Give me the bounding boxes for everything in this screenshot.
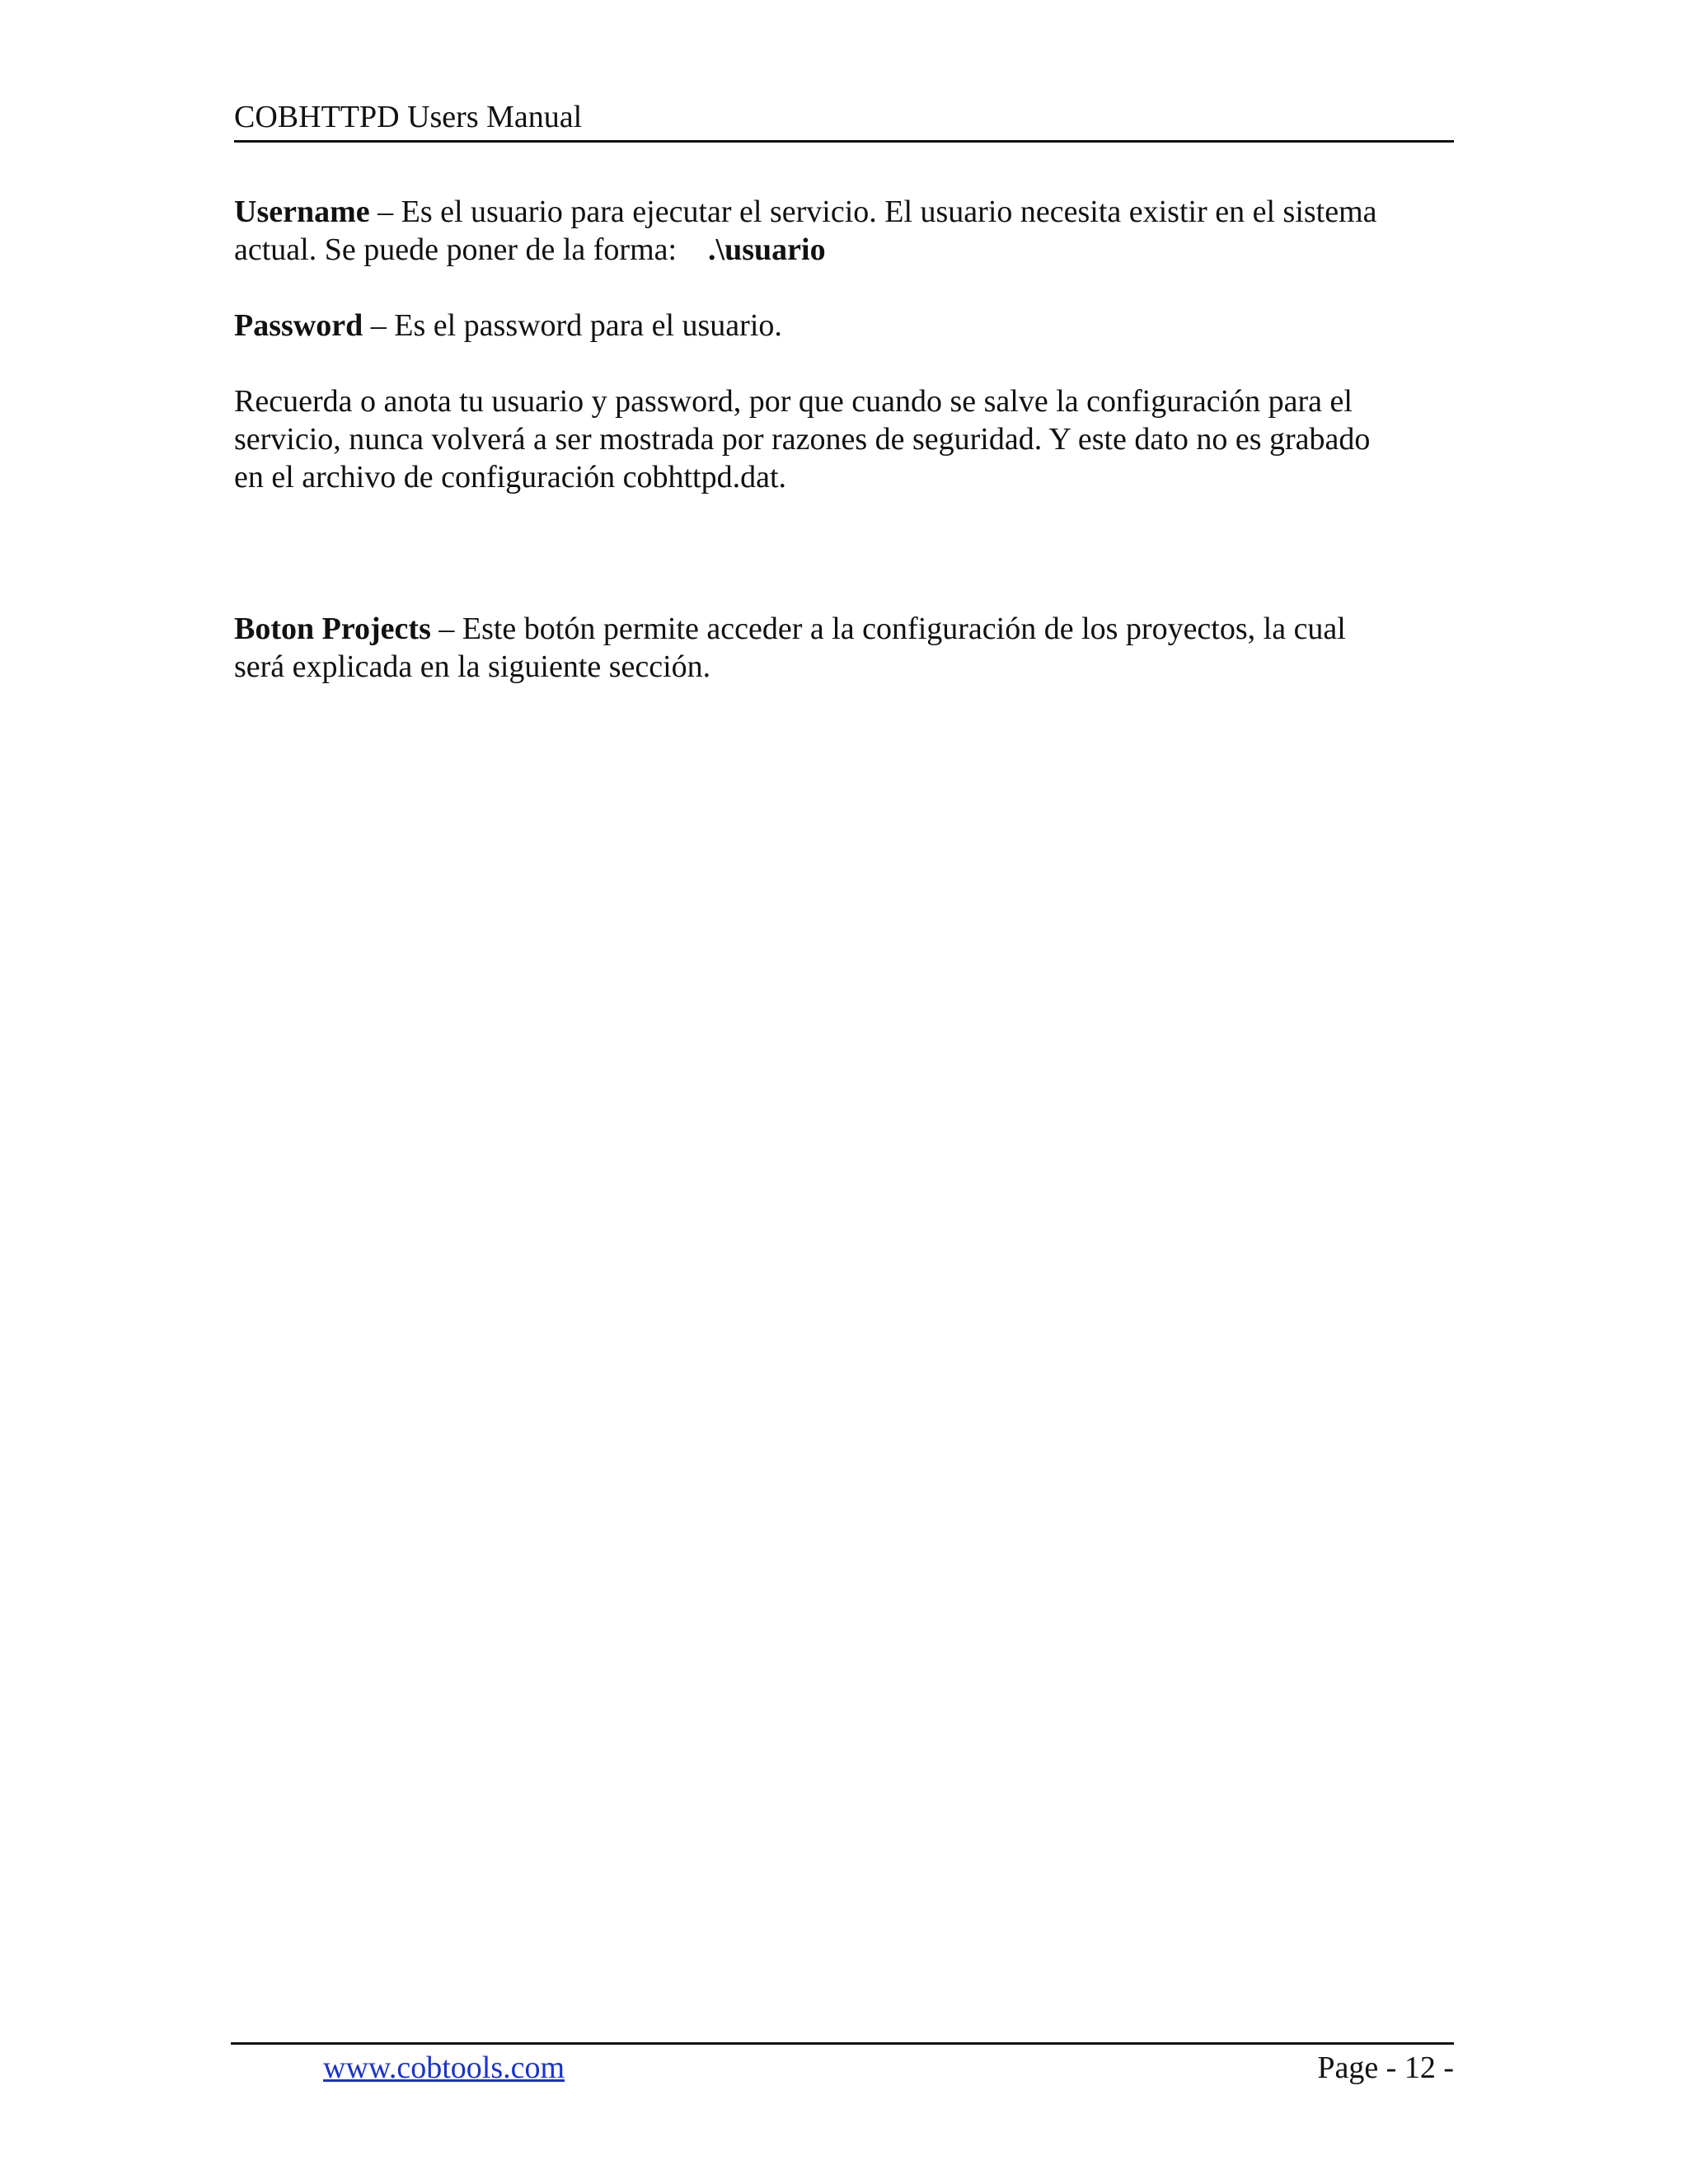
note-line-2: servicio, nunca volverá a ser mostrada por razones de seguridad. Y este dato no es grabado (234, 422, 1371, 457)
spacer (234, 269, 1454, 307)
projects-description: – Este botón permite acceder a la configuración de los proyectos, la cual (430, 612, 1346, 646)
projects-term: Boton Projects (234, 612, 431, 646)
projects-line-1 (234, 610, 1454, 648)
spacer (234, 344, 1454, 382)
projects-line-2: será explicada en la siguiente sección. (234, 649, 711, 684)
username-format-code: .\usuario (708, 232, 826, 267)
website-link[interactable]: www.cobtools.com (323, 2050, 565, 2085)
username-term: Username (234, 194, 370, 229)
projects-paragraph (234, 610, 1454, 686)
username-paragraph (234, 193, 1454, 269)
username-line-1 (234, 193, 1454, 231)
username-format-label: actual. Se puede poner de la forma: (234, 232, 678, 267)
page-header (234, 96, 1454, 143)
username-line-2 (234, 231, 1454, 269)
document-title: COBHTTPD Users Manual (234, 100, 583, 134)
password-description: – Es el password para el usuario. (363, 308, 782, 343)
password-line (234, 307, 1454, 344)
note-line-3: en el archivo de configuración cobhttpd.dat. (234, 460, 787, 494)
password-paragraph (234, 307, 1454, 344)
username-description: – Es el usuario para ejecutar el servicio. El usuario necesita existir en el sistema (369, 194, 1377, 229)
page-number: Page - 12 - (1317, 2050, 1454, 2085)
note-paragraph (234, 382, 1454, 496)
page-footer (231, 2042, 1454, 2085)
spacer (234, 496, 1454, 610)
note-line-1: Recuerda o anota tu usuario y password, por que cuando se salve la configuración para el (234, 384, 1353, 419)
page-body (234, 193, 1454, 686)
password-term: Password (234, 308, 363, 343)
